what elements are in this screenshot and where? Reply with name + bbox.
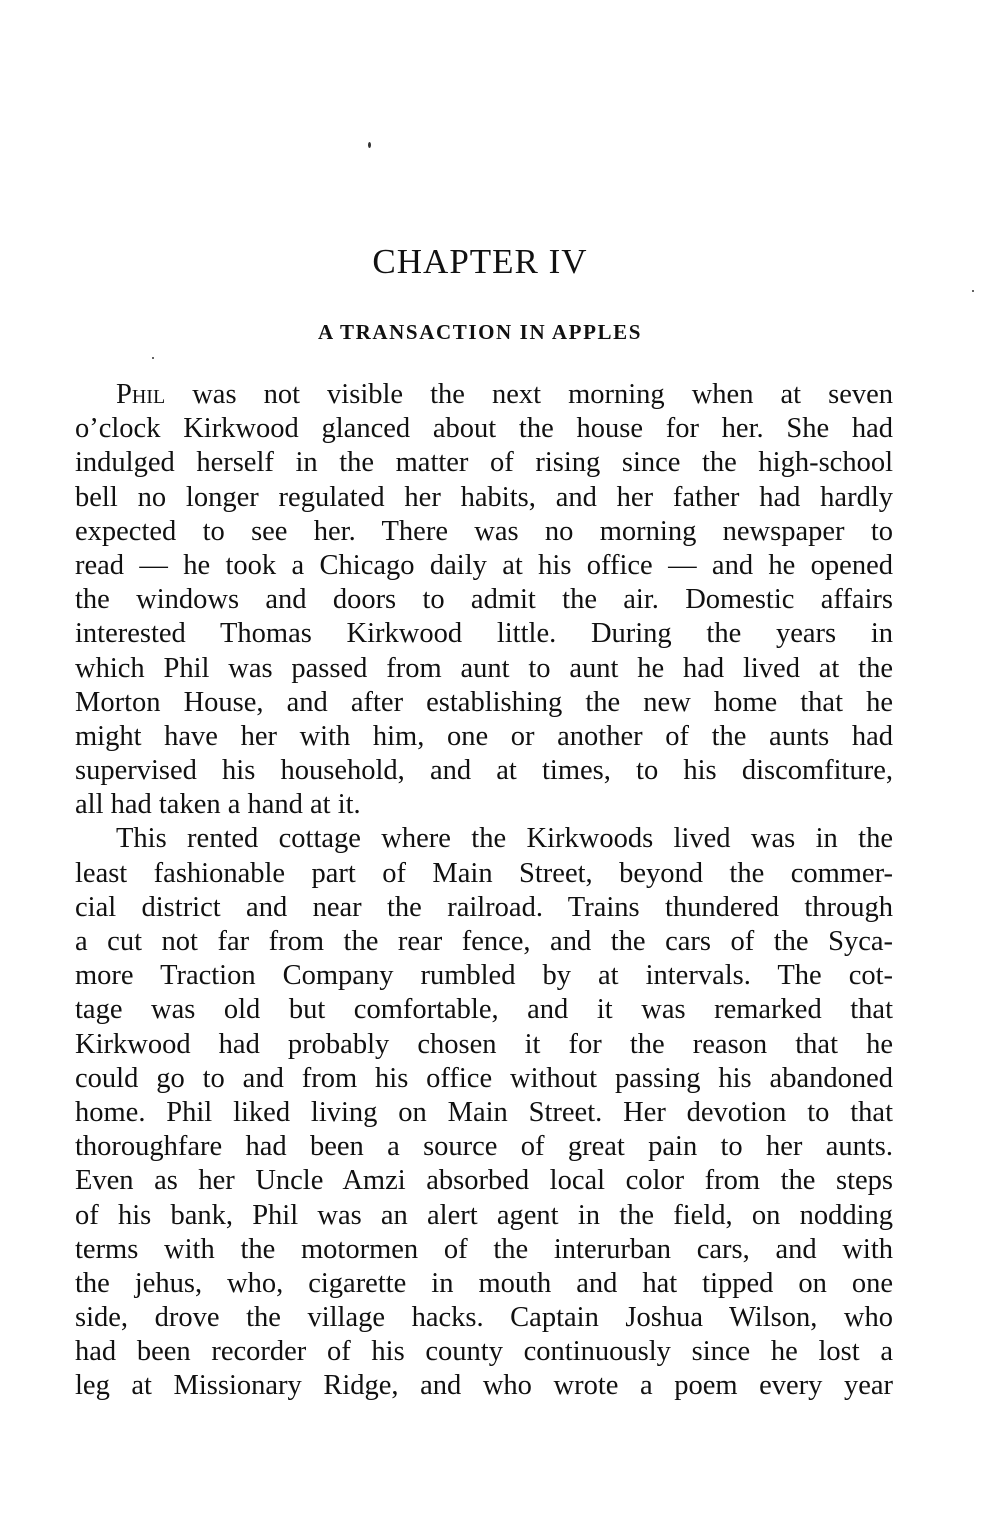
text-line: o’clock Kirkwood glanced about the house for her. She had [75,413,893,445]
text-line: might have her with him, one or another of the aunts had [75,720,893,752]
text-line: Morton House, and after establishing the new home that he [75,686,893,718]
text-line: all had taken a hand at it. [75,789,361,821]
chapter-subtitle: A TRANSACTION IN APPLES [317,320,643,344]
chapter-title: CHAPTER IV [372,242,588,281]
text-line: bell no longer regulated her habits, and her father had hardly [75,481,893,513]
text-line: leg at Missionary Ridge, and who wrote a poem every year [75,1370,893,1402]
text-line: least fashionable part of Main Street, beyond the commer- [75,857,893,889]
text-line: of his bank, Phil was an alert agent in the field, on nodding [75,1199,893,1231]
text-line: tage was old but comfortable, and it was remarked that [75,994,893,1026]
text-line: This rented cottage where the Kirkwoods lived was in the [116,823,893,855]
print-speck [152,357,154,359]
text-line: Even as her Uncle Amzi absorbed local color from the steps [75,1165,893,1197]
text-line: expected to see her. There was no morning newspaper to [75,515,893,547]
text-line: could go to and from his office without passing his abandoned [75,1062,893,1094]
text-line: which Phil was passed from aunt to aunt he had lived at the [75,652,893,684]
text-line: Kirkwood had probably chosen it for the reason that he [75,1028,893,1060]
text-line: thoroughfare had been a source of great pain to her aunts. [75,1131,893,1163]
text-line: more Traction Company rumbled by at intervals. The cot- [75,960,893,992]
text-line: Phil was not visible the next morning when at seven [116,379,893,410]
text-line: indulged herself in the matter of rising since the high-school [75,447,893,479]
print-speck [368,142,371,148]
paragraph-2 [75,822,893,1403]
text-line: terms with the motormen of the interurban cars, and with [75,1233,893,1265]
print-speck [972,290,974,292]
text-line: supervised his household, and at times, to his discomfiture, [75,755,893,787]
text-line: side, drove the village hacks. Captain Joshua Wilson, who [75,1302,893,1334]
lead-word: Phil [116,379,166,410]
text-line: the windows and doors to admit the air. Domestic affairs [75,584,893,616]
text-line: read — he took a Chicago daily at his office — and he opened [75,549,893,581]
text-line: interested Thomas Kirkwood little. During the years in [75,618,893,650]
paragraph-1 [75,378,893,822]
text-line: a cut not far from the rear fence, and the cars of the Syca- [75,926,893,957]
text-line: home. Phil liked living on Main Street. Her devotion to that [75,1096,893,1128]
text-line: had been recorder of his county continuously since he lost a [75,1336,893,1368]
text-line: the jehus, who, cigarette in mouth and hat tipped on one [75,1267,893,1299]
text-line: cial district and near the railroad. Trains thundered through [75,891,893,923]
body-text [75,378,893,1404]
